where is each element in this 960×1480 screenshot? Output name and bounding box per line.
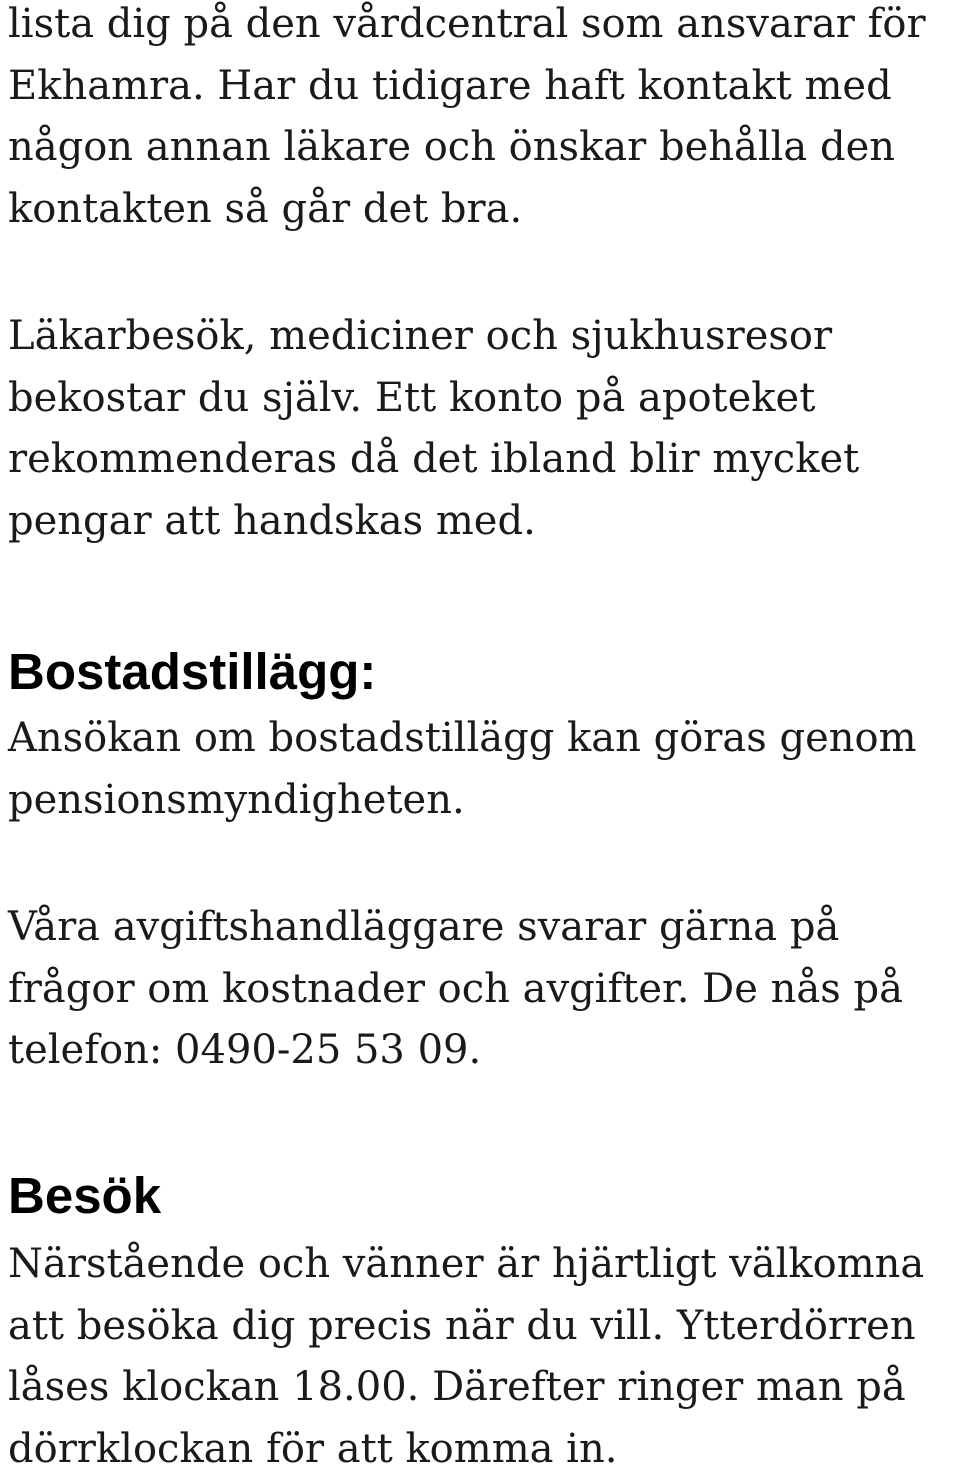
paragraph-visits: [8, 1234, 924, 1480]
text-line: Våra avgiftshandläggare svarar gärna på: [8, 897, 903, 959]
text-line: Ansökan om bostadstillägg kan göras genom: [8, 708, 917, 770]
paragraph-fees: [8, 897, 903, 1082]
text-line: rekommenderas då det ibland blir mycket: [8, 429, 859, 491]
text-line: pensionsmyndigheten.: [8, 770, 917, 832]
text-line: Läkarbesök, mediciner och sjukhusresor: [8, 306, 859, 368]
text-line: låses klockan 18.00. Därefter ringer man på: [8, 1357, 924, 1419]
text-line: någon annan läkare och önskar behålla den: [8, 117, 926, 179]
text-line: dörrklockan för att komma in.: [8, 1419, 924, 1480]
text-line: kontakten så går det bra.: [8, 179, 926, 241]
text-line: lista dig på den vårdcentral som ansvarar för: [8, 0, 926, 56]
text-line: bekostar du själv. Ett konto på apoteket: [8, 368, 859, 430]
paragraph-intro: [8, 0, 926, 240]
heading-housing-supplement: Bostadstillägg:: [8, 637, 376, 707]
document-page: [8, 0, 956, 1470]
text-line: Närstående och vänner är hjärtligt välkomna: [8, 1234, 924, 1296]
text-line: pengar att handskas med.: [8, 491, 859, 553]
text-line: Ekhamra. Har du tidigare haft kontakt med: [8, 56, 926, 118]
paragraph-costs: [8, 306, 859, 552]
text-line: att besöka dig precis när du vill. Ytterdörren: [8, 1296, 924, 1358]
text-line: frågor om kostnader och avgifter. De nås på: [8, 959, 903, 1021]
paragraph-housing: [8, 708, 917, 831]
heading-visits: Besök: [8, 1161, 161, 1231]
text-line: telefon: 0490-25 53 09.: [8, 1020, 903, 1082]
